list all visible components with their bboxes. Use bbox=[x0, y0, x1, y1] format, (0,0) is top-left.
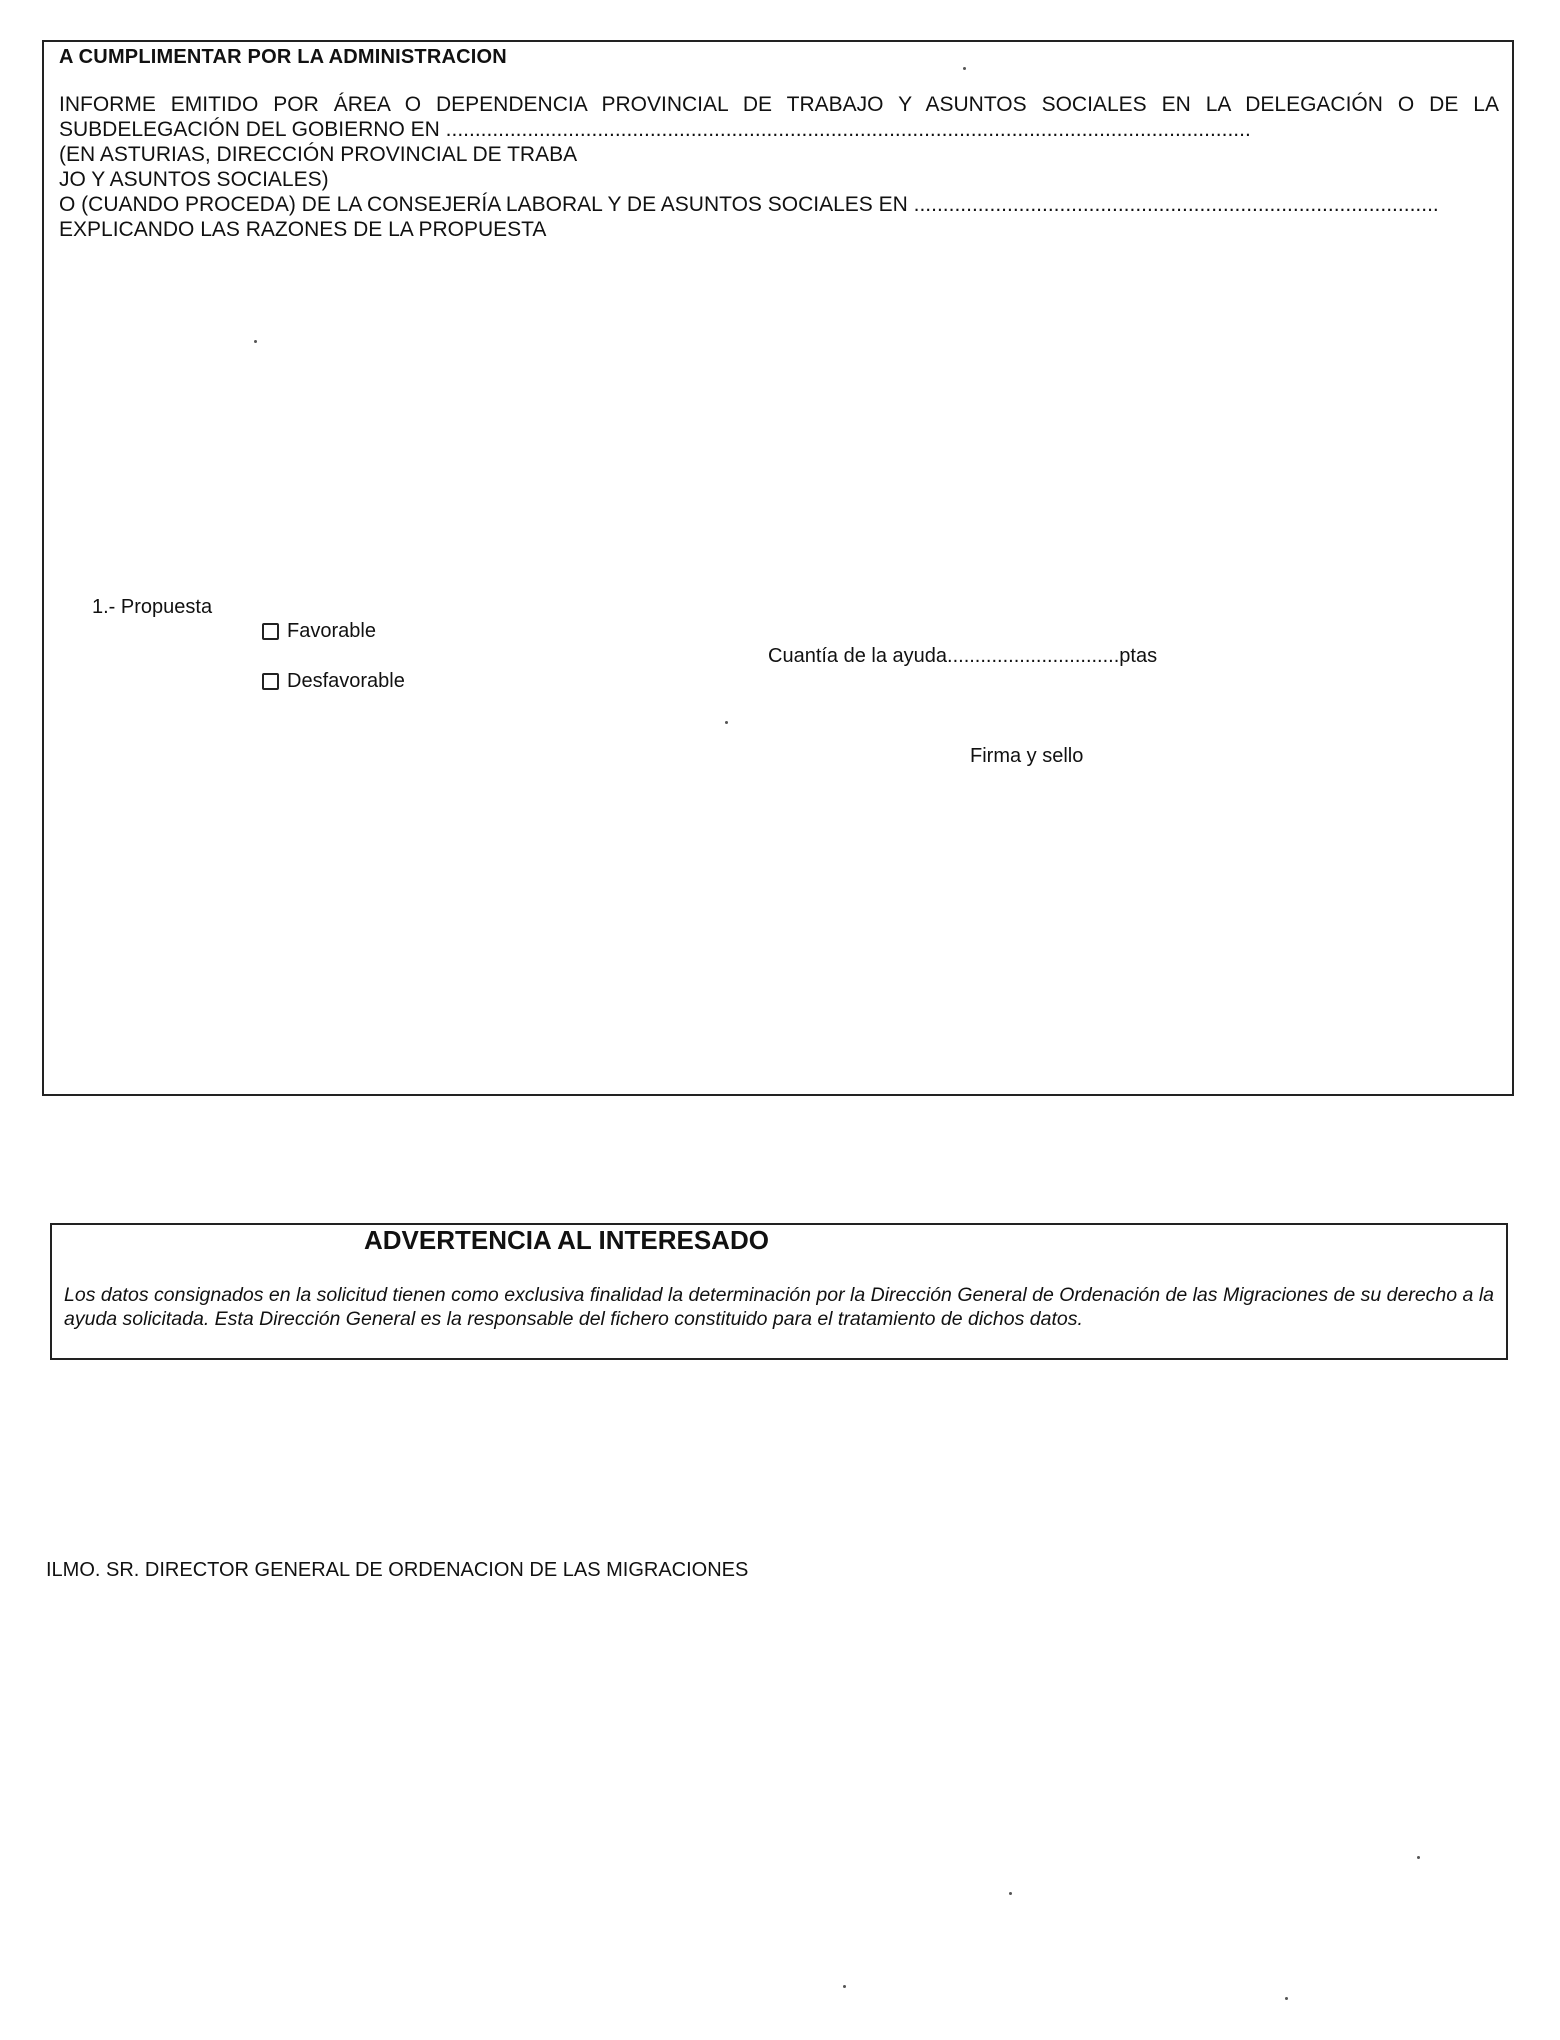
notice-body: Los datos consignados en la solicitud tienen como exclusiva finalidad la determinación por la Dirección General de Ordenación de las Migraciones de su derecho a la ayuda solicitada. Esta Dirección General es la responsable del fichero constituido para el tratamiento de dichos datos. bbox=[64, 1284, 1494, 1330]
scan-speck bbox=[1285, 1997, 1288, 2000]
unfavorable-option[interactable] bbox=[262, 670, 405, 693]
notice-box bbox=[50, 1223, 1508, 1360]
proposal-label: 1.- Propuesta bbox=[92, 596, 213, 618]
signature-stamp-label: Firma y sello bbox=[970, 745, 1084, 767]
unfavorable-label: Desfavorable bbox=[287, 670, 405, 692]
scan-speck bbox=[843, 1985, 846, 1988]
report-line-2: SUBDELEGACIÓN DEL GOBIERNO EN .......................................................................................................................................... bbox=[59, 118, 1251, 141]
administration-section-title: A CUMPLIMENTAR POR LA ADMINISTRACION bbox=[59, 46, 507, 68]
scan-speck bbox=[1417, 1856, 1420, 1859]
scan-speck bbox=[963, 67, 966, 70]
report-line-4: JO Y ASUNTOS SOCIALES) bbox=[59, 168, 329, 191]
report-instructions bbox=[59, 92, 1499, 242]
addressee-line: ILMO. SR. DIRECTOR GENERAL DE ORDENACION DE LAS MIGRACIONES bbox=[46, 1559, 749, 1581]
unfavorable-checkbox[interactable] bbox=[262, 673, 279, 690]
report-line-6: EXPLICANDO LAS RAZONES DE LA PROPUESTA bbox=[59, 218, 547, 241]
scan-speck bbox=[1009, 1892, 1012, 1895]
report-line-3: (EN ASTURIAS, DIRECCIÓN PROVINCIAL DE TRABA bbox=[59, 143, 578, 166]
scan-speck bbox=[725, 721, 728, 724]
favorable-checkbox[interactable] bbox=[262, 623, 279, 640]
notice-title: ADVERTENCIA AL INTERESADO bbox=[364, 1225, 769, 1255]
administration-section bbox=[42, 40, 1514, 1096]
report-line-5: O (CUANDO PROCEDA) DE LA CONSEJERÍA LABORAL Y DE ASUNTOS SOCIALES EN .......................................................................................... bbox=[59, 193, 1439, 216]
scan-speck bbox=[254, 340, 257, 343]
favorable-label: Favorable bbox=[287, 620, 376, 642]
aid-amount-field[interactable]: Cuantía de la ayuda...............................ptas bbox=[768, 645, 1158, 667]
favorable-option[interactable] bbox=[262, 620, 376, 643]
report-line-1: INFORME EMITIDO POR ÁREA O DEPENDENCIA PROVINCIAL DE TRABAJO Y ASUNTOS SOCIALES EN LA DELEGACIÓN O DE LA bbox=[59, 93, 1499, 116]
